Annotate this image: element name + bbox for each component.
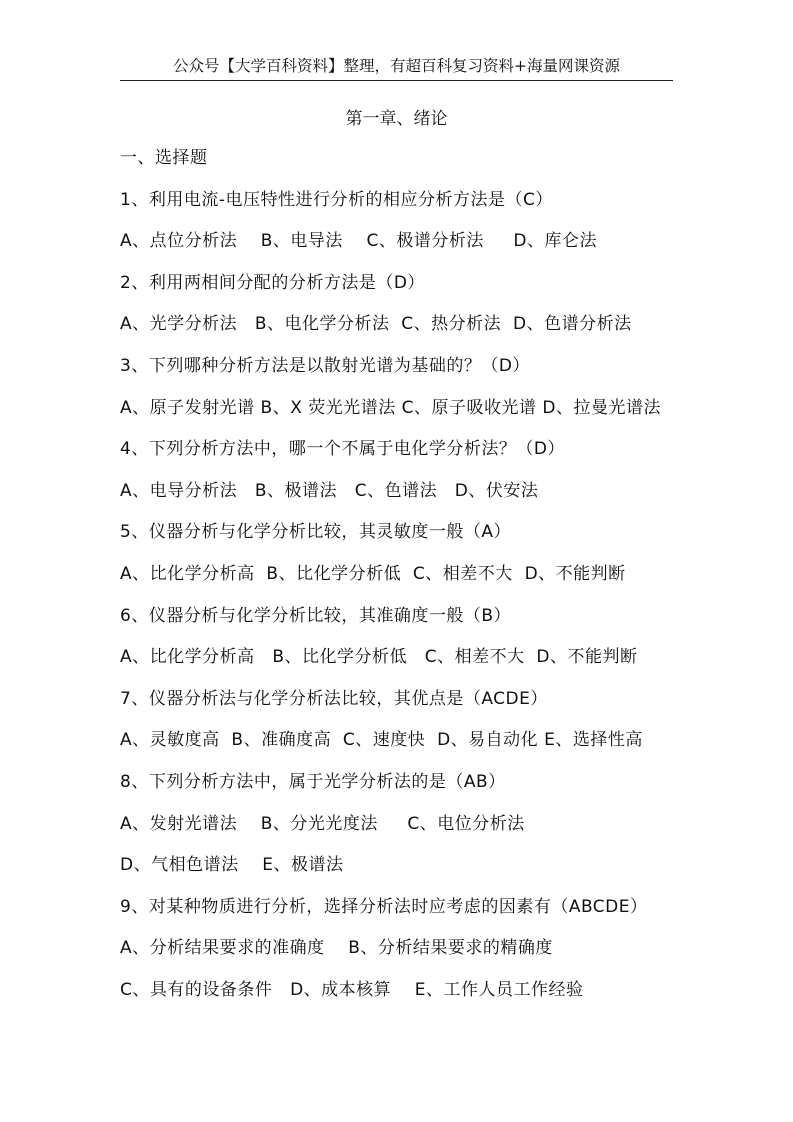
question-3: 3、下列哪种分析方法是以散射光谱为基础的？（D） (120, 355, 530, 376)
question-7-options: A、灵敏度高 B、准确度高 C、速度快 D、易自动化 E、选择性高 (120, 730, 643, 751)
question-2-options: A、光学分析法 B、电化学分析法 C、热分析法 D、色谱分析法 (120, 314, 632, 335)
chapter-title: 第一章、绪论 (345, 109, 448, 129)
question-9-options-2: C、具有的设备条件 D、成本核算 E、工作人员工作经验 (120, 979, 584, 1000)
question-6: 6、仪器分析与化学分析比较，其准确度一般（B） (120, 605, 511, 626)
document-body (120, 145, 700, 1018)
question-5-options: A、比化学分析高 B、比化学分析低 C、相差不大 D、不能判断 (120, 563, 626, 584)
question-4: 4、下列分析方法中，哪一个不属于电化学分析法？（D） (120, 439, 565, 460)
question-9-options-1: A、分析结果要求的准确度 B、分析结果要求的精确度 (120, 938, 553, 959)
question-1-options: A、点位分析法 B、电导法 C、极谱分析法 D、库仑法 (120, 231, 598, 252)
question-8: 8、下列分析方法中，属于光学分析法的是（AB） (120, 771, 506, 792)
page-header: 公众号【大学百科资料】整理，有超百科复习资料+海量网课资源 (173, 57, 620, 75)
header-rule (120, 80, 673, 81)
question-5: 5、仪器分析与化学分析比较，其灵敏度一般（A） (120, 522, 511, 543)
question-8-options-2: D、气相色谱法 E、极谱法 (120, 855, 344, 876)
question-9: 9、对某种物质进行分析，选择分析法时应考虑的因素有（ABCDE） (120, 896, 648, 917)
question-3-options: A、原子发射光谱 B、X 荧光光谱法 C、原子吸收光谱 D、拉曼光谱法 (120, 397, 662, 418)
question-1: 1、利用电流-电压特性进行分析的相应分析方法是（C） (120, 189, 553, 210)
section-heading: 一、选择题 (120, 148, 208, 168)
question-2: 2、利用两相间分配的分析方法是（D） (120, 272, 425, 293)
question-8-options-1: A、发射光谱法 B、分光光度法 C、电位分析法 (120, 813, 525, 834)
question-7: 7、仪器分析法与化学分析法比较，其优点是（ACDE） (120, 688, 548, 709)
question-4-options: A、电导分析法 B、极谱法 C、色谱法 D、伏安法 (120, 480, 539, 501)
question-6-options: A、比化学分析高 B、比化学分析低 C、相差不大 D、不能判断 (120, 647, 638, 668)
